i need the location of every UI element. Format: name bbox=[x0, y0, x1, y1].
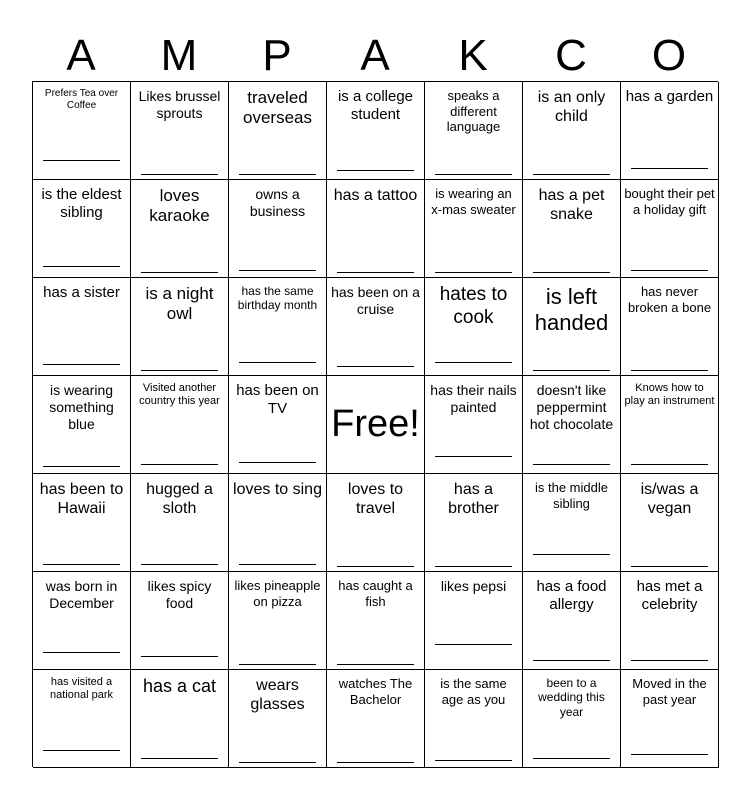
bingo-square[interactable] bbox=[327, 572, 425, 670]
square-label: loves to sing bbox=[233, 481, 322, 498]
signature-line bbox=[43, 466, 120, 467]
square-label: is a night owl bbox=[145, 284, 214, 324]
square-label: likes pepsi bbox=[440, 578, 507, 594]
bingo-square[interactable] bbox=[229, 82, 327, 180]
square-label: has a pet snake bbox=[538, 187, 605, 224]
bingo-square[interactable] bbox=[523, 278, 621, 376]
bingo-square[interactable] bbox=[131, 180, 229, 278]
signature-line bbox=[631, 270, 708, 271]
bingo-square[interactable] bbox=[621, 278, 719, 376]
square-label: is wearing an x-mas sweater bbox=[431, 186, 516, 217]
signature-line bbox=[43, 266, 120, 267]
square-label: has a tattoo bbox=[333, 187, 418, 204]
header-letter: M bbox=[160, 31, 198, 80]
signature-line bbox=[43, 652, 120, 653]
square-label: is/was a vegan bbox=[640, 481, 699, 518]
bingo-square[interactable] bbox=[523, 670, 621, 768]
bingo-square[interactable] bbox=[425, 572, 523, 670]
signature-line bbox=[141, 174, 218, 175]
free-space[interactable] bbox=[327, 376, 425, 474]
bingo-square[interactable] bbox=[621, 474, 719, 572]
bingo-square[interactable] bbox=[229, 376, 327, 474]
square-label: speaks a different language bbox=[446, 88, 501, 135]
signature-line bbox=[631, 754, 708, 755]
signature-line bbox=[533, 272, 610, 273]
square-label: is left handed bbox=[534, 284, 609, 336]
square-label: likes spicy food bbox=[147, 578, 212, 611]
bingo-square[interactable] bbox=[229, 670, 327, 768]
bingo-square[interactable] bbox=[523, 474, 621, 572]
square-label: has the same birthday month bbox=[237, 284, 318, 313]
signature-line bbox=[631, 660, 708, 661]
bingo-square[interactable] bbox=[621, 376, 719, 474]
square-label: has a food allergy bbox=[536, 578, 607, 613]
square-label: bought their pet a holiday gift bbox=[624, 186, 715, 217]
square-label: was born in December bbox=[45, 578, 118, 611]
square-label: has been on a cruise bbox=[331, 284, 420, 317]
bingo-square[interactable] bbox=[33, 82, 131, 180]
signature-line bbox=[43, 364, 120, 365]
square-label: loves karaoke bbox=[149, 186, 210, 226]
header-letter: A bbox=[360, 31, 390, 80]
signature-line bbox=[631, 566, 708, 567]
bingo-square[interactable] bbox=[621, 82, 719, 180]
square-label: is wearing something blue bbox=[49, 382, 114, 432]
bingo-square[interactable] bbox=[621, 572, 719, 670]
square-label: been to a wedding this year bbox=[538, 676, 605, 719]
signature-line bbox=[239, 270, 316, 271]
signature-line bbox=[337, 272, 414, 273]
header-letter: P bbox=[262, 31, 292, 80]
signature-line bbox=[533, 758, 610, 759]
square-label: loves to travel bbox=[347, 481, 404, 518]
square-label: has a brother bbox=[448, 481, 499, 518]
square-label: is an only child bbox=[537, 89, 606, 126]
signature-line bbox=[435, 566, 512, 567]
square-label: watches The Bachelor bbox=[338, 676, 413, 707]
bingo-square[interactable] bbox=[33, 278, 131, 376]
signature-line bbox=[239, 462, 316, 463]
bingo-square[interactable] bbox=[327, 82, 425, 180]
bingo-square[interactable] bbox=[327, 474, 425, 572]
bingo-square[interactable] bbox=[425, 82, 523, 180]
signature-line bbox=[43, 564, 120, 565]
signature-line bbox=[43, 750, 120, 751]
header-letter: A bbox=[66, 31, 96, 80]
signature-line bbox=[533, 464, 610, 465]
signature-line bbox=[435, 644, 512, 645]
signature-line bbox=[337, 170, 414, 171]
square-label: owns a business bbox=[249, 186, 306, 219]
bingo-square[interactable] bbox=[229, 180, 327, 278]
square-label: has met a celebrity bbox=[636, 578, 703, 613]
header-letter: O bbox=[651, 31, 687, 80]
signature-line bbox=[435, 456, 512, 457]
bingo-square[interactable] bbox=[33, 180, 131, 278]
square-label: Moved in the past year bbox=[632, 676, 707, 707]
bingo-square[interactable] bbox=[229, 474, 327, 572]
square-label: wears glasses bbox=[250, 677, 305, 714]
square-label: is the middle sibling bbox=[535, 480, 608, 511]
square-label: has been on TV bbox=[236, 382, 319, 417]
bingo-square[interactable] bbox=[621, 670, 719, 768]
signature-line bbox=[239, 362, 316, 363]
signature-line bbox=[533, 554, 610, 555]
header-letter: C bbox=[555, 31, 587, 80]
bingo-header bbox=[32, 30, 718, 82]
bingo-square[interactable] bbox=[33, 474, 131, 572]
signature-line bbox=[533, 370, 610, 371]
header-letter: K bbox=[458, 31, 488, 80]
signature-line bbox=[141, 370, 218, 371]
signature-line bbox=[141, 272, 218, 273]
bingo-square[interactable] bbox=[621, 180, 719, 278]
signature-line bbox=[43, 160, 120, 161]
bingo-square[interactable] bbox=[425, 180, 523, 278]
bingo-square[interactable] bbox=[523, 82, 621, 180]
signature-line bbox=[141, 564, 218, 565]
signature-line bbox=[141, 464, 218, 465]
bingo-square[interactable] bbox=[425, 376, 523, 474]
signature-line bbox=[141, 656, 218, 657]
square-label: Prefers Tea over Coffee bbox=[44, 88, 119, 111]
bingo-square[interactable] bbox=[229, 278, 327, 376]
signature-line bbox=[533, 660, 610, 661]
square-label: doesn't like peppermint hot chocolate bbox=[529, 382, 614, 432]
signature-line bbox=[435, 362, 512, 363]
bingo-square[interactable] bbox=[327, 180, 425, 278]
bingo-square[interactable] bbox=[33, 572, 131, 670]
signature-line bbox=[337, 762, 414, 763]
signature-line bbox=[435, 174, 512, 175]
bingo-square[interactable] bbox=[131, 376, 229, 474]
bingo-square[interactable] bbox=[131, 670, 229, 768]
bingo-square[interactable] bbox=[425, 474, 523, 572]
free-space-label: Free! bbox=[331, 402, 420, 445]
signature-line bbox=[533, 174, 610, 175]
bingo-square[interactable] bbox=[425, 278, 523, 376]
square-label: is the same age as you bbox=[440, 676, 507, 707]
bingo-square[interactable] bbox=[327, 278, 425, 376]
square-label: traveled overseas bbox=[243, 88, 312, 128]
signature-line bbox=[141, 758, 218, 759]
signature-line bbox=[435, 272, 512, 273]
bingo-square[interactable] bbox=[523, 376, 621, 474]
square-label: hates to cook bbox=[439, 284, 508, 328]
bingo-square[interactable] bbox=[523, 180, 621, 278]
signature-line bbox=[239, 664, 316, 665]
bingo-square[interactable] bbox=[131, 572, 229, 670]
bingo-square[interactable] bbox=[131, 278, 229, 376]
square-label: has been to Hawaii bbox=[39, 481, 124, 518]
signature-line bbox=[239, 762, 316, 763]
bingo-square[interactable] bbox=[229, 572, 327, 670]
bingo-grid bbox=[32, 81, 718, 767]
square-label: has a sister bbox=[43, 284, 120, 301]
square-label: has their nails painted bbox=[430, 382, 517, 415]
square-label: has never broken a bone bbox=[627, 284, 712, 315]
bingo-square[interactable] bbox=[33, 670, 131, 768]
square-label: has visited a national park bbox=[50, 676, 113, 702]
square-label: is a college student bbox=[337, 88, 414, 123]
signature-line bbox=[631, 464, 708, 465]
signature-line bbox=[239, 174, 316, 175]
signature-line bbox=[239, 564, 316, 565]
bingo-square[interactable] bbox=[131, 474, 229, 572]
bingo-square[interactable] bbox=[131, 82, 229, 180]
signature-line bbox=[337, 366, 414, 367]
square-label: Visited another country this year bbox=[139, 382, 220, 408]
signature-line bbox=[631, 168, 708, 169]
signature-line bbox=[631, 370, 708, 371]
square-label: hugged a sloth bbox=[146, 481, 213, 518]
square-label: Knows how to play an instrument bbox=[624, 382, 715, 408]
square-label: has a cat bbox=[142, 676, 217, 696]
square-label: has a garden bbox=[625, 88, 714, 105]
signature-line bbox=[435, 760, 512, 761]
square-label: likes pineapple on pizza bbox=[234, 578, 321, 609]
signature-line bbox=[337, 566, 414, 567]
square-label: is the eldest sibling bbox=[41, 186, 122, 221]
bingo-square[interactable] bbox=[327, 670, 425, 768]
bingo-square[interactable] bbox=[425, 670, 523, 768]
bingo-square[interactable] bbox=[523, 572, 621, 670]
square-label: has caught a fish bbox=[338, 578, 413, 609]
signature-line bbox=[337, 664, 414, 665]
square-label: Likes brussel sprouts bbox=[138, 88, 221, 121]
bingo-square[interactable] bbox=[33, 376, 131, 474]
